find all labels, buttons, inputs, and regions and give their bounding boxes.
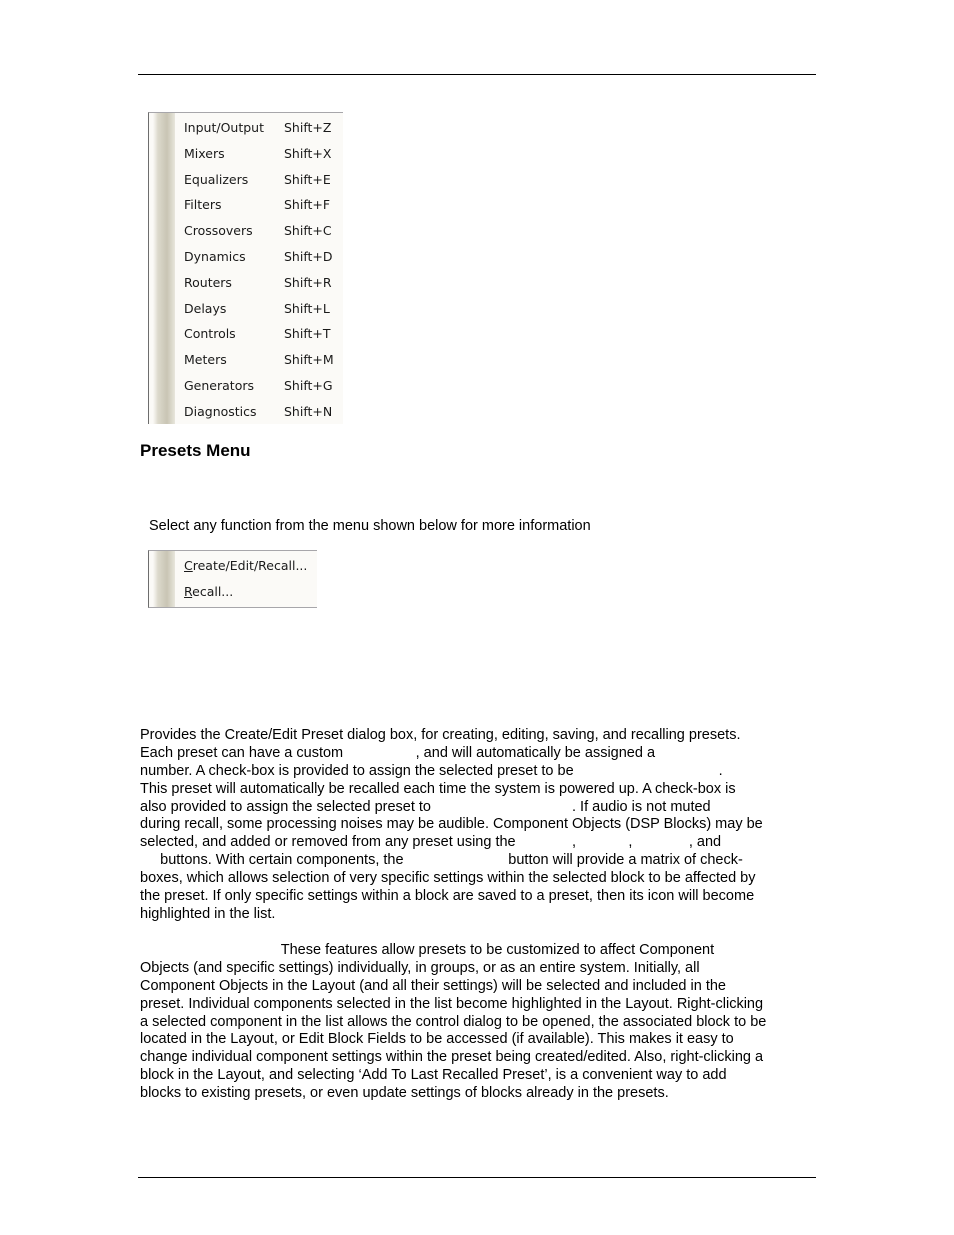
text-line: block in the Layout, and selecting ‘Add To Last Recalled Preset’, is a convenient way to add [140, 1067, 727, 1084]
text-line: boxes, which allows selection of very specific settings within the selected block to be affected by [140, 870, 756, 887]
mnemonic-letter: C [184, 558, 193, 573]
text-line: change individual component settings within the preset being created/edited. Also, right-clicking a [140, 1049, 764, 1066]
text-line: number. A check-box is provided to assign the selected preset to be . [140, 762, 723, 779]
menu-item-shortcut: Shift+L [284, 300, 330, 316]
menu-item[interactable] [149, 115, 343, 141]
text-line: located in the Layout, or Edit Block Fields to be accessed (if available). This makes it easy to [140, 1031, 734, 1048]
menu-item[interactable] [149, 218, 343, 244]
menu-item-label: Generators [184, 377, 254, 393]
menu-item-shortcut: Shift+Z [284, 120, 332, 135]
menu-item[interactable] [149, 141, 343, 167]
presets-menu [148, 550, 317, 608]
text-line: Each preset can have a custom , and will automatically be assigned a [140, 744, 656, 761]
text-line: highlighted in the list. [140, 905, 276, 922]
menu-item-label: Routers [184, 274, 232, 290]
presets-intro-text: Select any function from the menu shown below for more information [149, 518, 591, 534]
header-rule [138, 74, 816, 75]
menu-item-recall[interactable] [149, 579, 317, 605]
menu-item-label: Filters [184, 197, 222, 213]
menu-item[interactable] [149, 192, 343, 218]
menu-item[interactable] [149, 347, 343, 373]
menu-item-create-edit-recall[interactable] [149, 553, 317, 579]
menu-item[interactable] [149, 373, 343, 399]
text-line: the preset. If only specific settings within a block are saved to a preset, then its icon will become [140, 888, 755, 905]
menu-item-label: reate/Edit/Recall... [192, 558, 308, 573]
menu-item[interactable] [149, 244, 343, 270]
menu-item[interactable] [149, 321, 343, 347]
menu-item[interactable] [149, 399, 343, 425]
menu-item-shortcut: Shift+X [284, 145, 332, 161]
mnemonic-letter: R [184, 583, 193, 599]
preset-components-description [140, 942, 820, 1103]
menu-item-label: Mixers [184, 145, 225, 161]
menu-item-label: Diagnostics [184, 403, 257, 419]
text-line: Provides the Create/Edit Preset dialog box, for creating, editing, saving, and recalling presets. [140, 727, 741, 743]
text-line: blocks to existing presets, or even update settings of blocks already in the presets. [140, 1085, 669, 1102]
menu-item-label: Controls [184, 326, 236, 342]
text-line: These features allow presets to be customized to affect Component [140, 942, 715, 958]
footer-rule [138, 1177, 816, 1178]
create-edit-preset-description [140, 727, 820, 924]
menu-item-label: ecall... [192, 583, 234, 599]
menu-item-shortcut: Shift+C [284, 223, 332, 239]
menu-item-label: Input/Output [184, 120, 264, 135]
text-line: Objects (and specific settings) individually, in groups, or as an entire system. Initially, all [140, 959, 700, 976]
menu-item-label: Dynamics [184, 248, 246, 264]
menu-item-label: Meters [184, 352, 227, 368]
menu-item-shortcut: Shift+R [284, 274, 332, 290]
menu-item-shortcut: Shift+E [284, 171, 331, 187]
menu-item-shortcut: Shift+T [284, 326, 331, 342]
menu-item-label: Equalizers [184, 171, 249, 187]
text-line: preset. Individual components selected in the list become highlighted in the Layout. Right-clicking [140, 995, 764, 1012]
menu-item-label: Delays [184, 300, 227, 316]
text-line: This preset will automatically be recalled each time the system is powered up. A check-box is [140, 780, 736, 797]
text-line: selected, and added or removed from any preset using the , , , and [140, 834, 722, 851]
presets-menu-heading: Presets Menu [140, 441, 251, 460]
objects-menu [148, 112, 343, 424]
text-line: during recall, some processing noises may be audible. Component Objects (DSP Blocks) may be [140, 816, 763, 833]
text-line: a selected component in the list allows the control dialog to be opened, the associated block to be [140, 1013, 767, 1030]
menu-item-shortcut: Shift+G [284, 377, 333, 393]
menu-item[interactable] [149, 270, 343, 296]
menu-item-shortcut: Shift+F [284, 197, 331, 213]
menu-item-shortcut: Shift+D [284, 248, 333, 264]
menu-item-shortcut: Shift+M [284, 352, 334, 368]
menu-item[interactable] [149, 167, 343, 193]
text-line: Component Objects in the Layout (and all their settings) will be selected and included in the [140, 977, 726, 994]
text-line: also provided to assign the selected preset to . If audio is not muted [140, 798, 711, 815]
menu-item-label: Crossovers [184, 223, 253, 239]
menu-item-shortcut: Shift+N [284, 403, 333, 419]
text-line: buttons. With certain components, the button will provide a matrix of check- [140, 852, 743, 869]
menu-item[interactable] [149, 296, 343, 322]
